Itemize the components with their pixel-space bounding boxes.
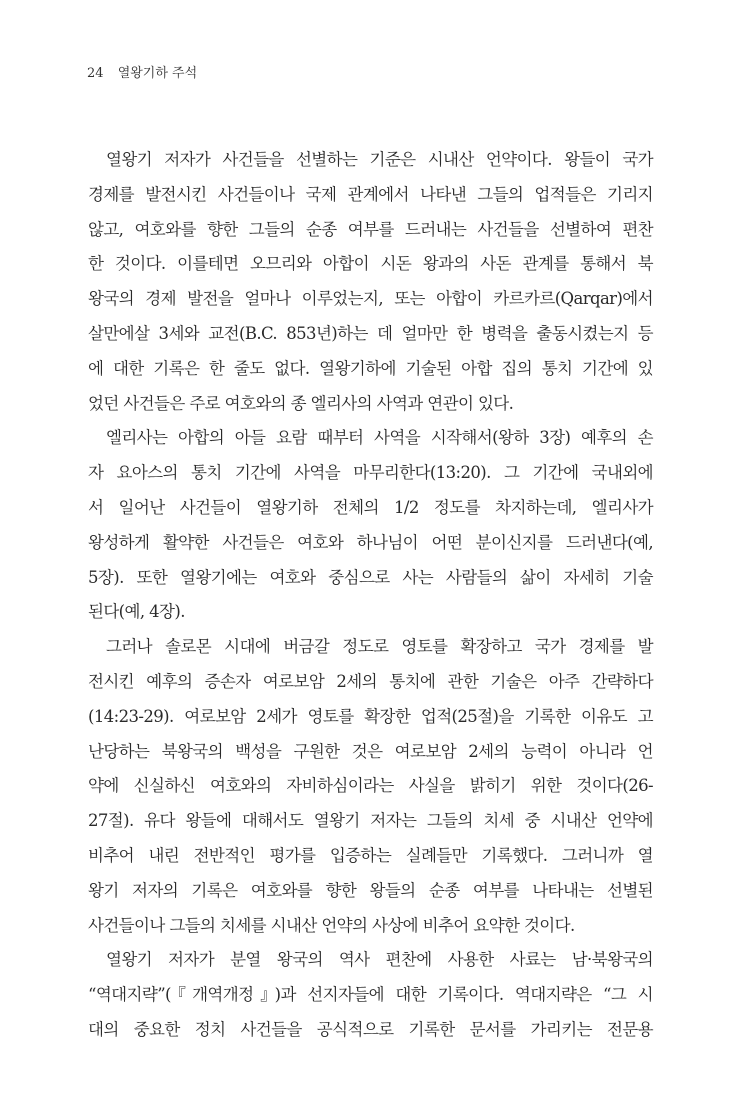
page-number: 24: [87, 66, 104, 81]
running-header: [87, 62, 197, 81]
book-title: 열왕기하 주석: [117, 66, 198, 81]
paragraph-4-line-2: “역대지략”(『개역개정』)과 선지자들에 대한 기록이다. 역대지략은 “그 시: [88, 985, 653, 1005]
paragraph-1-line-6: 살만에살 3세와 교전(B.C. 853년)하는 데 얼마만 한 병력을 출동시켰는지 등: [88, 323, 653, 343]
paragraph-1-line-5: 왕국의 경제 발전을 얼마나 이루었는지, 또는 아합이 카르카르(Qarqar)에서: [88, 289, 653, 309]
paragraph-2-line-3: 서 일어난 사건들이 열왕기하 전체의 1/2 정도를 차지하는데, 엘리사가: [88, 497, 653, 517]
paragraph-3-line-9: 사건들이나 그들의 치세를 시내산 언약의 사상에 비추어 요약한 것이다.: [88, 915, 575, 935]
paragraph-3-line-7: 비추어 내린 전반적인 평가를 입증하는 실례들만 기록했다. 그러니까 열: [88, 845, 653, 865]
paragraph-1-line-2: 경제를 발전시킨 사건들이나 국제 관계에서 나타낸 그들의 업적들은 기리지: [88, 184, 653, 204]
paragraph-3-line-4: 난당하는 북왕국의 백성을 구원한 것은 여로보암 2세의 능력이 아니라 언: [88, 741, 653, 761]
paragraph-1-line-3: 않고, 여호와를 향한 그들의 순종 여부를 드러내는 사건들을 선별하여 편찬: [88, 219, 653, 239]
paragraph-3-line-6: 27절). 유다 왕들에 대해서도 열왕기 저자는 그들의 치세 중 시내산 언약에: [88, 811, 653, 831]
paragraph-4-line-3: 대의 중요한 정치 사건들을 공식적으로 기록한 문서를 가리키는 전문용: [88, 1019, 653, 1039]
paragraph-4-line-1: 열왕기 저자가 분열 왕국의 역사 편찬에 사용한 사료는 남·북왕국의: [106, 950, 653, 970]
body-text: [88, 143, 653, 1048]
paragraph-3-line-8: 왕기 저자의 기록은 여호와를 향한 왕들의 순종 여부를 나타내는 선별된: [88, 880, 653, 900]
paragraph-3-line-2: 전시킨 예후의 증손자 여로보암 2세의 통치에 관한 기술은 아주 간략하다: [88, 671, 653, 691]
paragraph-1-line-7: 에 대한 기록은 한 줄도 없다. 열왕기하에 기술된 아합 집의 통치 기간에 있: [88, 358, 653, 378]
paragraph-2-line-4: 왕성하게 활약한 사건들은 여호와 하나님이 어떤 분이신지를 드러낸다(예,: [88, 532, 653, 552]
paragraph-2-line-5: 5장). 또한 열왕기에는 여호와 중심으로 사는 사람들의 삶이 자세히 기술: [88, 567, 653, 587]
paragraph-3-line-1: 그러나 솔로몬 시대에 버금갈 정도로 영토를 확장하고 국가 경제를 발: [106, 637, 653, 657]
paragraph-3-line-3: (14:23-29). 여로보암 2세가 영토를 확장한 업적(25절)을 기록한 이유도 고: [88, 706, 653, 726]
paragraph-1-line-1: 열왕기 저자가 사건들을 선별하는 기준은 시내산 언약이다. 왕들이 국가: [106, 150, 653, 169]
paragraph-1-line-4: 한 것이다. 이를테면 오므리와 아합이 시돈 왕과의 사돈 관계를 통해서 북: [88, 254, 653, 274]
paragraph-1-line-8: 었던 사건들은 주로 여호와의 종 엘리사의 사역과 연관이 있다.: [88, 393, 514, 413]
paragraph-2-line-1: 엘리사는 아합의 아들 요람 때부터 사역을 시작해서(왕하 3장) 예후의 손: [106, 428, 653, 448]
paragraph-2-line-2: 자 요아스의 통치 기간에 사역을 마무리한다(13:20). 그 기간에 국내외에: [88, 463, 653, 483]
paragraph-3-line-5: 약에 신실하신 여호와의 자비하심이라는 사실을 밝히기 위한 것이다(26-: [88, 776, 653, 796]
paragraph-2-line-6: 된다(예, 4장).: [88, 602, 185, 622]
